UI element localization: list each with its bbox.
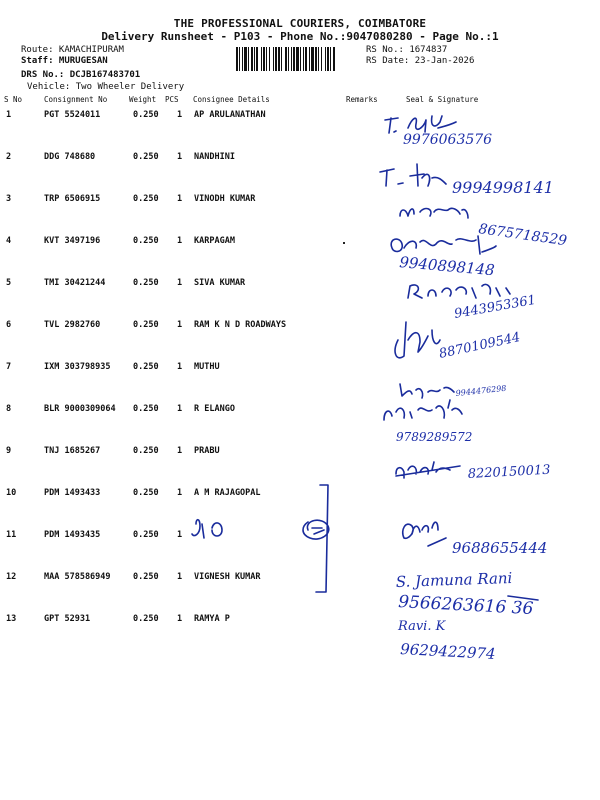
name-13: Ravi. K	[398, 619, 446, 634]
row-sno: 8	[6, 404, 12, 414]
barcode-bar	[285, 47, 287, 71]
row-weight: 0.250	[133, 446, 159, 456]
barcode-bar	[254, 47, 255, 71]
barcode-bar	[315, 47, 317, 71]
phone-12: 9566263616 36	[397, 592, 534, 620]
row-consignment: KVT 3497196	[44, 236, 101, 246]
row-consignment: TVL 2982760	[44, 320, 101, 330]
staff-label: Staff: MURUGESAN	[21, 56, 108, 66]
barcode-bar	[242, 47, 243, 71]
company-title: THE PROFESSIONAL COURIERS, COIMBATORE	[173, 17, 427, 30]
barcode-bar	[333, 47, 335, 71]
phone-1: 9976063576	[403, 132, 493, 148]
barcode-bar	[263, 47, 265, 71]
row-pcs: 1	[177, 320, 183, 330]
row-sno: 4	[6, 236, 12, 246]
header-pcs: PCS	[165, 95, 179, 104]
row-consignee: RAMYA P	[194, 614, 230, 624]
barcode-bar	[303, 47, 304, 71]
vehicle-label: Vehicle: Two Wheeler Delivery	[27, 82, 185, 92]
scan-mark	[343, 242, 345, 244]
row-consignment: PDM 1493433	[44, 488, 101, 498]
header-consignment: Consignment No	[44, 95, 108, 104]
row-sno: 12	[6, 572, 17, 582]
table-row	[0, 446, 600, 488]
barcode-bar	[269, 47, 270, 71]
barcode-bar	[275, 47, 277, 71]
name-12: S. Jamuna Rani	[395, 568, 513, 591]
table-row	[0, 488, 600, 530]
row-sno: 2	[6, 152, 12, 162]
barcode-bar	[296, 47, 299, 71]
table-row	[0, 530, 600, 572]
row-consignee: VIGNESH KUMAR	[194, 572, 261, 582]
row-sno: 5	[6, 278, 12, 288]
row-pcs: 1	[177, 404, 183, 414]
row-consignment: IXM 303798935	[44, 362, 111, 372]
barcode-bar	[266, 47, 267, 71]
row-pcs: 1	[177, 488, 183, 498]
table-row	[0, 236, 600, 278]
phone-9: 8220150013	[467, 462, 551, 482]
barcode-bar	[327, 47, 329, 71]
barcode-bar	[293, 47, 295, 71]
drs-label: DRS No.: DCJB167483701	[21, 70, 141, 80]
table-row	[0, 362, 600, 404]
row-weight: 0.250	[133, 530, 159, 540]
barcode-bar	[256, 47, 258, 71]
phone-6: 8870109544	[437, 330, 522, 362]
barcode-bar	[300, 47, 301, 71]
barcode-bar	[239, 47, 240, 71]
barcode-bar	[321, 47, 322, 71]
row-pcs: 1	[177, 362, 183, 372]
header-weight: Weight	[129, 95, 157, 104]
phone-8: 9944476298	[455, 383, 507, 398]
barcode-bar	[261, 47, 262, 71]
row-pcs: 1	[177, 530, 183, 540]
barcode-bar	[309, 47, 310, 71]
row-consignee: R ELANGO	[194, 404, 235, 414]
row-consignment: TNJ 1685267	[44, 446, 101, 456]
header-sno: S No	[4, 95, 23, 104]
row-weight: 0.250	[133, 320, 159, 330]
row-pcs: 1	[177, 572, 183, 582]
row-consignment: BLR 9000309064	[44, 404, 116, 414]
row-weight: 0.250	[133, 614, 159, 624]
row-sno: 3	[6, 194, 12, 204]
header-consignee: Consignee Details	[193, 95, 270, 104]
row-consignment: MAA 578586949	[44, 572, 111, 582]
barcode-bar	[273, 47, 274, 71]
row-sno: 10	[6, 488, 17, 498]
barcode-bar	[248, 47, 249, 71]
row-consignee: RAM K N D ROADWAYS	[194, 320, 287, 330]
table-row	[0, 278, 600, 320]
row-consignee: NANDHINI	[194, 152, 235, 162]
row-consignee: SIVA KUMAR	[194, 278, 246, 288]
row-weight: 0.250	[133, 278, 159, 288]
barcode-bar	[291, 47, 292, 71]
row-weight: 0.250	[133, 194, 159, 204]
barcode-bar	[278, 47, 280, 71]
table-row	[0, 320, 600, 362]
barcode	[236, 47, 362, 71]
row-sno: 11	[6, 530, 17, 540]
row-sno: 6	[6, 320, 12, 330]
barcode-bar	[325, 47, 326, 71]
runsheet-title: Delivery Runsheet - P103 - Phone No.:9047080280 - Page No.:1	[101, 30, 499, 43]
table-row	[0, 572, 600, 614]
table-row	[0, 404, 600, 446]
table-row	[0, 614, 600, 656]
row-weight: 0.250	[133, 488, 159, 498]
row-consignee: KARPAGAM	[194, 236, 235, 246]
row-pcs: 1	[177, 236, 183, 246]
row-pcs: 1	[177, 110, 183, 120]
row-consignee: AP ARULANATHAN	[194, 110, 266, 120]
row-consignee: MUTHU	[194, 362, 220, 372]
barcode-bar	[251, 47, 253, 71]
phone-11: 9688655444	[452, 539, 548, 557]
row-sno: 1	[6, 110, 12, 120]
row-pcs: 1	[177, 614, 183, 624]
row-sno: 7	[6, 362, 12, 372]
row-consignment: TRP 6506915	[44, 194, 101, 204]
row-weight: 0.250	[133, 236, 159, 246]
row-consignment: PGT 5524011	[44, 110, 101, 120]
row-pcs: 1	[177, 152, 183, 162]
barcode-bar	[236, 47, 238, 71]
table-row	[0, 194, 600, 236]
row-weight: 0.250	[133, 152, 159, 162]
phone-5: 9443953361	[453, 292, 538, 322]
row-pcs: 1	[177, 278, 183, 288]
row-consignment: PDM 1493435	[44, 530, 101, 540]
phone-13: 9629422974	[399, 640, 497, 663]
rs-no-label: RS No.: 1674837	[366, 45, 448, 55]
phone-4: 9940898148	[398, 253, 496, 280]
row-consignee: PRABU	[194, 446, 220, 456]
header-seal: Seal & Signature	[406, 95, 479, 104]
phone-2: 9994998141	[452, 178, 554, 197]
row-sno: 13	[6, 614, 17, 624]
row-consignee: VINODH KUMAR	[194, 194, 256, 204]
barcode-bar	[311, 47, 314, 71]
row-weight: 0.250	[133, 404, 159, 414]
row-consignee: A M RAJAGOPAL	[194, 488, 261, 498]
barcode-bar	[330, 47, 331, 71]
row-consignment: DDG 748680	[44, 152, 96, 162]
row-weight: 0.250	[133, 110, 159, 120]
row-consignment: GPT 52931	[44, 614, 91, 624]
rs-date-label: RS Date: 23-Jan-2026	[366, 56, 475, 66]
barcode-bar	[244, 47, 247, 71]
table-row	[0, 110, 600, 152]
row-sno: 9	[6, 446, 12, 456]
row-weight: 0.250	[133, 572, 159, 582]
barcode-bar	[281, 47, 282, 71]
header-remarks: Remarks	[346, 95, 378, 104]
barcode-bar	[288, 47, 289, 71]
row-consignment: TMI 30421244	[44, 278, 106, 288]
barcode-bar	[305, 47, 307, 71]
row-pcs: 1	[177, 446, 183, 456]
phone-8b: 9789289572	[396, 430, 473, 444]
phone-3: 8675718529	[477, 221, 568, 250]
row-weight: 0.250	[133, 362, 159, 372]
route-label: Route: KAMACHIPURAM	[21, 45, 124, 55]
row-pcs: 1	[177, 194, 183, 204]
table-row	[0, 152, 600, 194]
barcode-bar	[318, 47, 319, 71]
